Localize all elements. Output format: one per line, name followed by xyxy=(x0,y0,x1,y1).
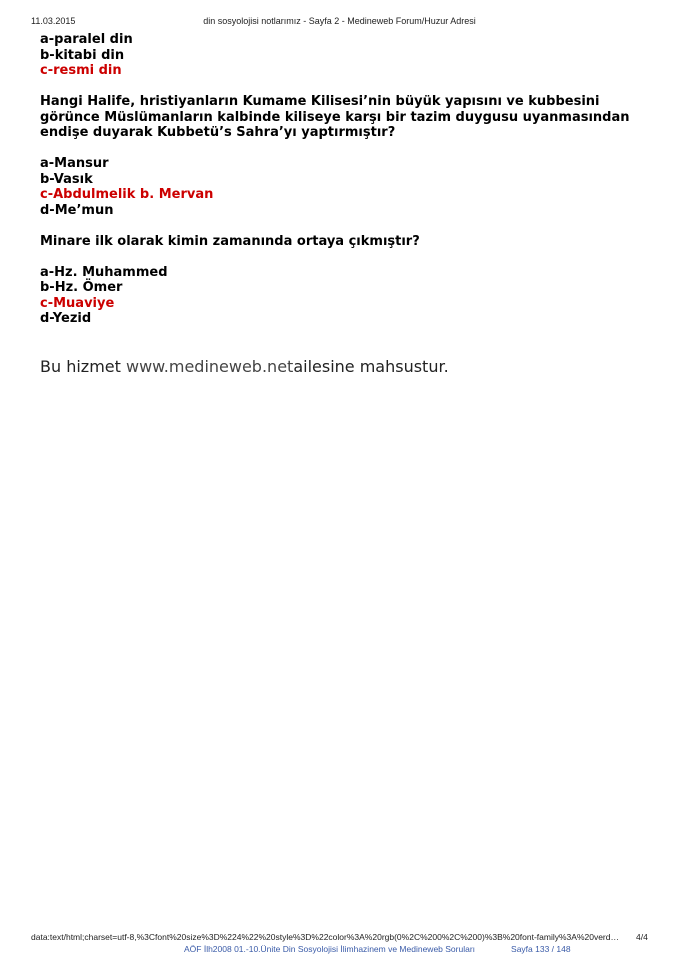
q1-option-d: d-Me’mun xyxy=(40,202,114,218)
print-date: 11.03.2015 xyxy=(31,16,76,26)
medineweb-link[interactable]: www.medineweb.net xyxy=(125,357,294,376)
q2-option-b: b-Hz. Ömer xyxy=(40,280,123,295)
print-url: data:text/html;charset=utf-8,%3Cfont%20size%3D%224%22%20style%3D%22color%3A%20rgb(0%2C%200%2C%200)%3B%20font-family%3A%20verd… xyxy=(31,932,619,942)
print-page-title: din sosyolojisi notlarımız - Sayfa 2 - Medineweb Forum/Huzur Adresi xyxy=(203,16,476,26)
question-2: Minare ilk olarak kimin zamanında ortaya çıkmıştır? xyxy=(40,233,420,249)
service-note xyxy=(40,357,449,376)
source-title: AÖF İlh2008 01.-10.Ünite Din Sosyolojisi İlimhazinem ve Medineweb Soruları xyxy=(184,944,476,954)
correct-answer: c-resmi din xyxy=(40,63,122,78)
document-source xyxy=(184,944,571,954)
q2-correct-answer: c-Muaviye xyxy=(40,295,115,311)
q2-option-a: a-Hz. Muhammed xyxy=(40,264,168,280)
option-a: a-paralel din xyxy=(40,32,133,47)
service-note-suffix: ailesine mahsustur. xyxy=(293,357,449,376)
question-1: Hangi Halife, hristiyanların Kumame Kilisesi’nin büyük yapısını ve kubbesini görünce Müslümanların kalbinde kiliseye karşı bir tazim duygusu uyanmasından endişe duyarak Kubbetü’s Sahra’yı yaptırmıştır? xyxy=(40,94,630,140)
q1-correct-answer: c-Abdulmelik b. Mervan xyxy=(40,187,214,202)
option-b: b-kitabi din xyxy=(40,47,125,63)
q2-option-d: d-Yezid xyxy=(40,311,92,326)
q1-option-b: b-Vasık xyxy=(40,171,93,187)
page-number: Sayfa 133 / 148 xyxy=(511,944,571,954)
print-page-count: 4/4 xyxy=(636,932,648,942)
q1-option-a: a-Mansur xyxy=(40,156,109,171)
document-body xyxy=(40,32,640,327)
service-note-prefix: Bu hizmet xyxy=(40,357,126,376)
